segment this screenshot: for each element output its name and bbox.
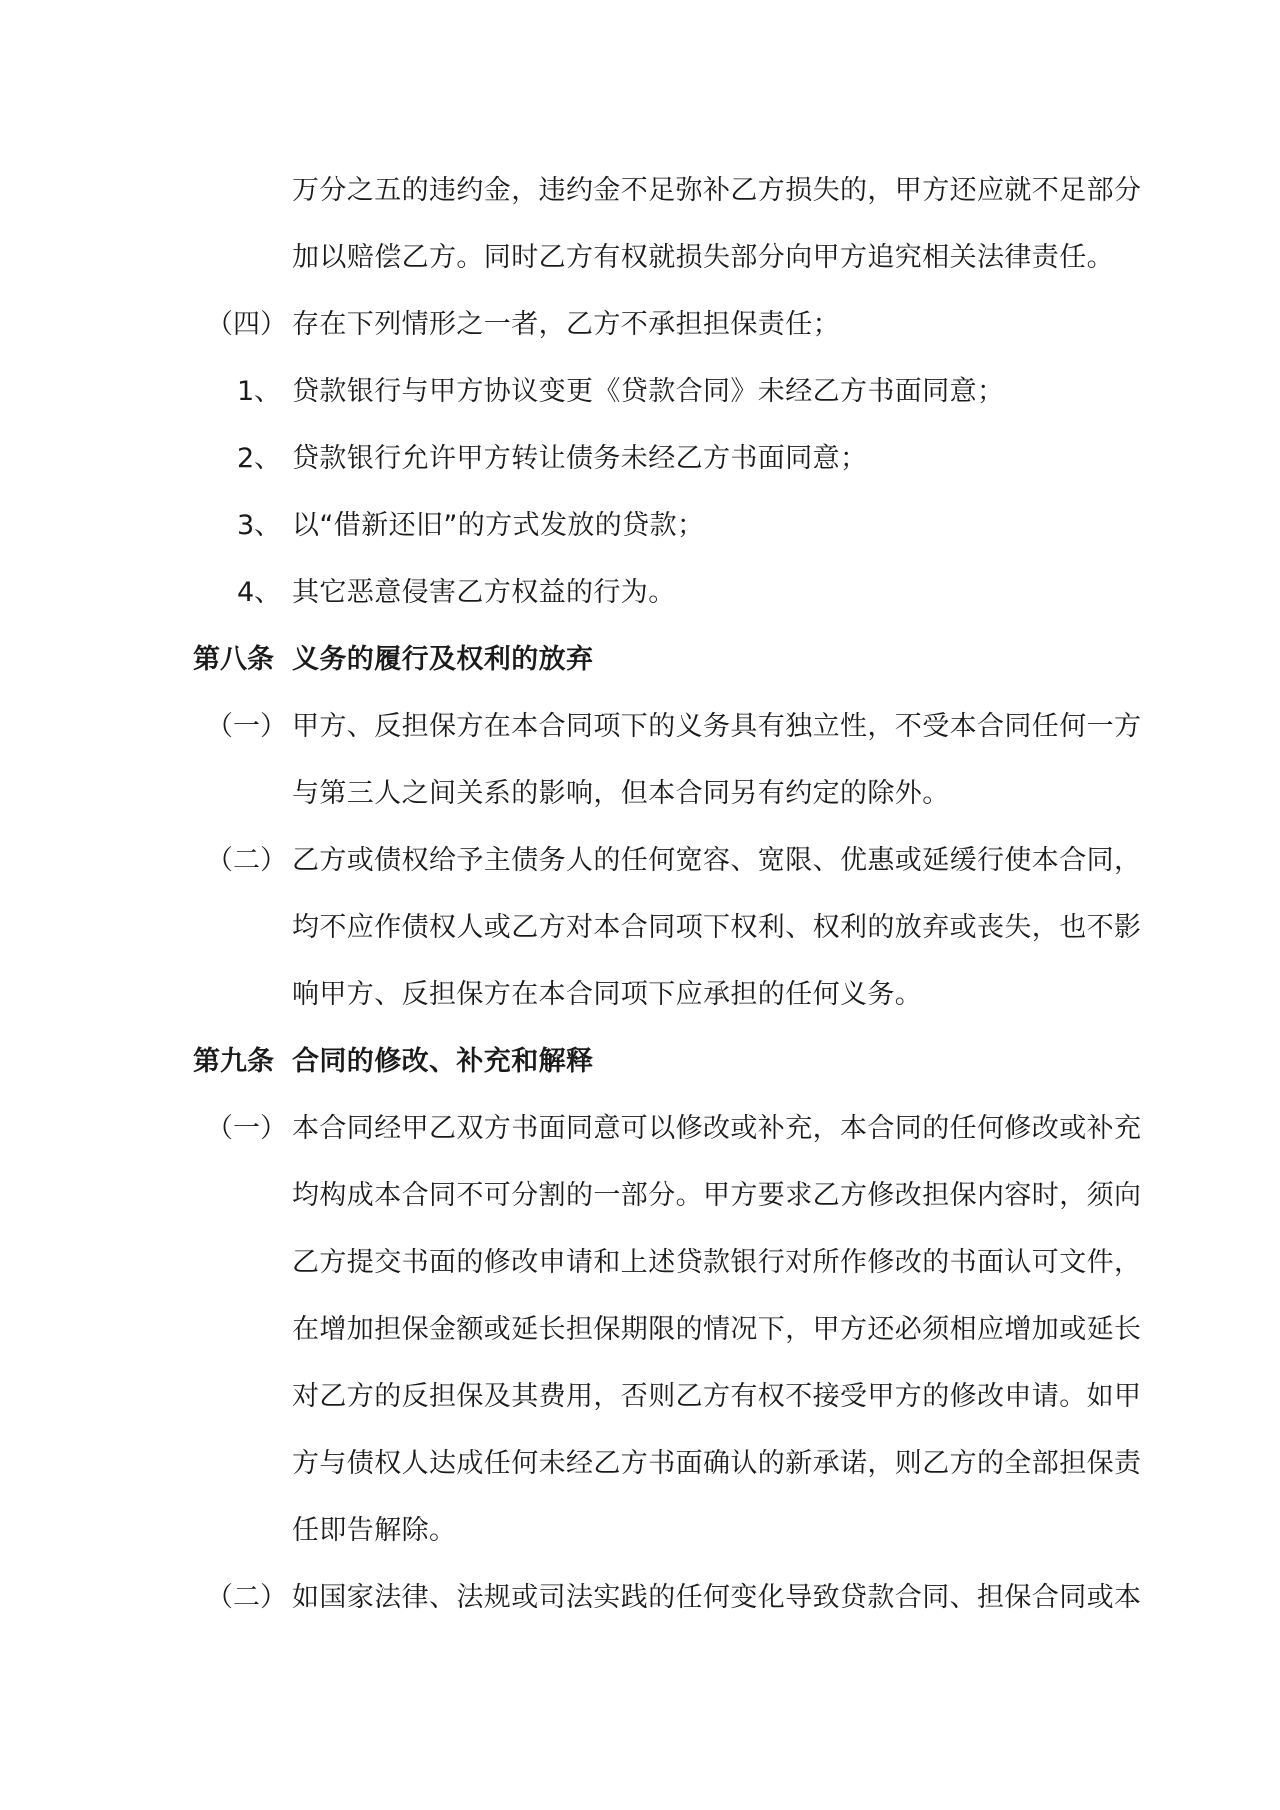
line-text: 任即告解除。 [292,1515,457,1546]
article-title: 义务的履行及权利的放弃 [292,644,594,675]
article-number: 第八条 [193,644,274,675]
line-text: 以“借新还旧”的方式发放的贷款； [292,510,705,541]
item-number: 1、 [237,376,282,407]
line-text: 加以赔偿乙方。同时乙方有权就损失部分向甲方追究相关法律责任。 [292,242,1114,273]
line-text: 均不应作债权人或乙方对本合同项下权利、权利的放弃或丧失，也不影 [292,912,1142,943]
sub-item-4 [0,573,1280,613]
clause-marker: （一） [206,711,287,742]
continuation-line [0,1243,1280,1283]
item-number: 3、 [237,510,282,541]
article-9-heading [0,1042,1280,1082]
clause-item-2 [0,1578,1280,1618]
item-number: 4、 [237,577,282,608]
line-text: 与第三人之间关系的影响，但本合同另有约定的除外。 [292,778,950,809]
sub-item-2 [0,439,1280,479]
line-text: 方与债权人达成任何未经乙方书面确认的新承诺，则乙方的全部担保责 [292,1448,1142,1479]
line-text: 均构成本合同不可分割的一部分。甲方要求乙方修改担保内容时，须向 [292,1180,1142,1211]
clause-item-4 [0,305,1280,345]
line-text: 对乙方的反担保及其费用，否则乙方有权不接受甲方的修改申请。如甲 [292,1381,1142,1412]
continuation-line [0,908,1280,948]
item-number: 2、 [237,443,282,474]
continuation-line [0,1377,1280,1417]
continuation-line [0,975,1280,1015]
article-title: 合同的修改、补充和解释 [292,1046,594,1077]
line-text: 在增加担保金额或延长担保期限的情况下，甲方还必须相应增加或延长 [292,1314,1142,1345]
line-text: 如国家法律、法规或司法实践的任何变化导致贷款合同、担保合同或本 [292,1582,1142,1613]
line-text: 本合同经甲乙双方书面同意可以修改或补充，本合同的任何修改或补充 [292,1113,1142,1144]
line-text: 贷款银行允许甲方转让债务未经乙方书面同意； [292,443,868,474]
sub-item-3 [0,506,1280,546]
line-text: 其它恶意侵害乙方权益的行为。 [292,577,676,608]
line-text: 甲方、反担保方在本合同项下的义务具有独立性，不受本合同任何一方 [292,711,1142,742]
line-text: 响甲方、反担保方在本合同项下应承担的任何义务。 [292,979,923,1010]
continuation-line [0,238,1280,278]
line-text: 乙方提交书面的修改申请和上述贷款银行对所作修改的书面认可文件， [292,1247,1142,1278]
continuation-line [0,1511,1280,1551]
continuation-line [0,1310,1280,1350]
clause-item-1 [0,1109,1280,1149]
continuation-line [0,171,1280,211]
clause-marker: （一） [206,1113,287,1144]
article-number: 第九条 [193,1046,274,1077]
line-text: 万分之五的违约金，违约金不足弥补乙方损失的，甲方还应就不足部分 [292,175,1142,206]
clause-marker: （二） [206,1582,287,1613]
clause-item-2 [0,841,1280,881]
continuation-line [0,1176,1280,1216]
sub-item-1 [0,372,1280,412]
clause-marker: （四） [206,309,287,340]
line-text: 存在下列情形之一者，乙方不承担担保责任； [292,309,840,340]
article-8-heading [0,640,1280,680]
continuation-line [0,1444,1280,1484]
clause-item-1 [0,707,1280,747]
continuation-line [0,774,1280,814]
line-text: 乙方或债权给予主债务人的任何宽容、宽限、优惠或延缓行使本合同， [292,845,1142,876]
line-text: 贷款银行与甲方协议变更《贷款合同》未经乙方书面同意； [292,376,1005,407]
clause-marker: （二） [206,845,287,876]
